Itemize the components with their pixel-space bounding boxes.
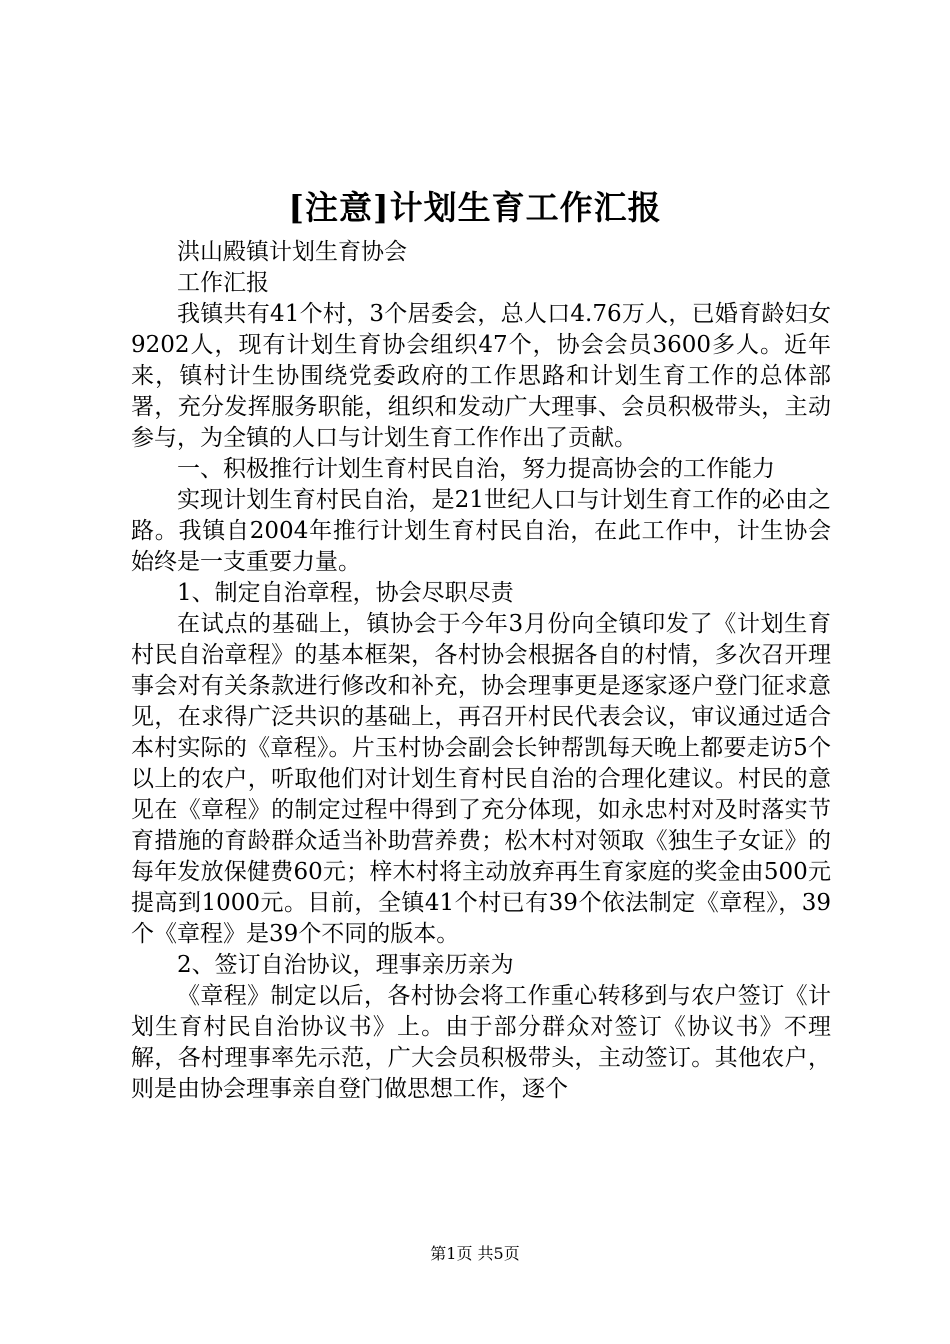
page-footer: 第1页 共5页 xyxy=(430,1244,520,1263)
subsection-heading-2: 2、签订自治协议，理事亲历亲为 xyxy=(177,952,514,978)
subsection-1-paragraph: 在试点的基础上，镇协会于今年3月份向全镇印发了《计划生育村民自治章程》的基本框架，各村协会根据各自的村情，多次召开理事会对有关条款进行修改和补充，协会理事更是逐家逐户登门征求意见，在求得广泛共识的基础上，再召开村民代表会议，审议通过适合本村实际的《章程》。片玉村协会副会长钟帮凯每天晚上都要走访5个以上的农户，听取他们对计划生育村民自治的合理化建议。村民的意见在《章程》的制定过程中得到了充分体现，如永忠村对及时落实节育措施的育龄群众适当补助营养费；松木村对领取《独生子女证》的每年发放保健费60元；梓木村将主动放弃再生育家庭的奖金由500元提高到1000元。目前，全镇41个村已有39个依法制定《章程》，39个《章程》是39个不同的版本。 xyxy=(131,611,831,947)
section-heading-1: 一、积极推行计划生育村民自治，努力提高协会的工作能力 xyxy=(177,456,775,482)
intro-paragraph: 我镇共有41个村，3个居委会，总人口4.76万人，已婚育龄妇女9202人，现有计划生育协会组织47个，协会会员3600多人。近年来，镇村计生协围绕党委政府的工作思路和计划生育工作的总体部署，充分发挥服务职能，组织和发动广大理事、会员积极带头，主动参与，为全镇的人口与计划生育工作作出了贡献。 xyxy=(131,301,831,451)
organization-name: 洪山殿镇计划生育协会 xyxy=(177,239,407,265)
subsection-heading-1: 1、制定自治章程，协会尽职尽责 xyxy=(177,580,514,606)
section-1-paragraph: 实现计划生育村民自治，是21世纪人口与计划生育工作的必由之路。我镇自2004年推行计划生育村民自治，在此工作中，计生协会始终是一支重要力量。 xyxy=(131,487,831,575)
document-title: [注意]计划生育工作汇报 xyxy=(288,188,662,227)
subsection-2-paragraph: 《章程》制定以后，各村协会将工作重心转移到与农户签订《计划生育村民自治协议书》上。由于部分群众对签订《协议书》不理解，各村理事率先示范，广大会员积极带头，主动签订。其他农户，则是由协会理事亲自登门做思想工作，逐个 xyxy=(131,983,831,1102)
subtitle: 工作汇报 xyxy=(177,270,269,296)
document-body xyxy=(131,237,831,1105)
